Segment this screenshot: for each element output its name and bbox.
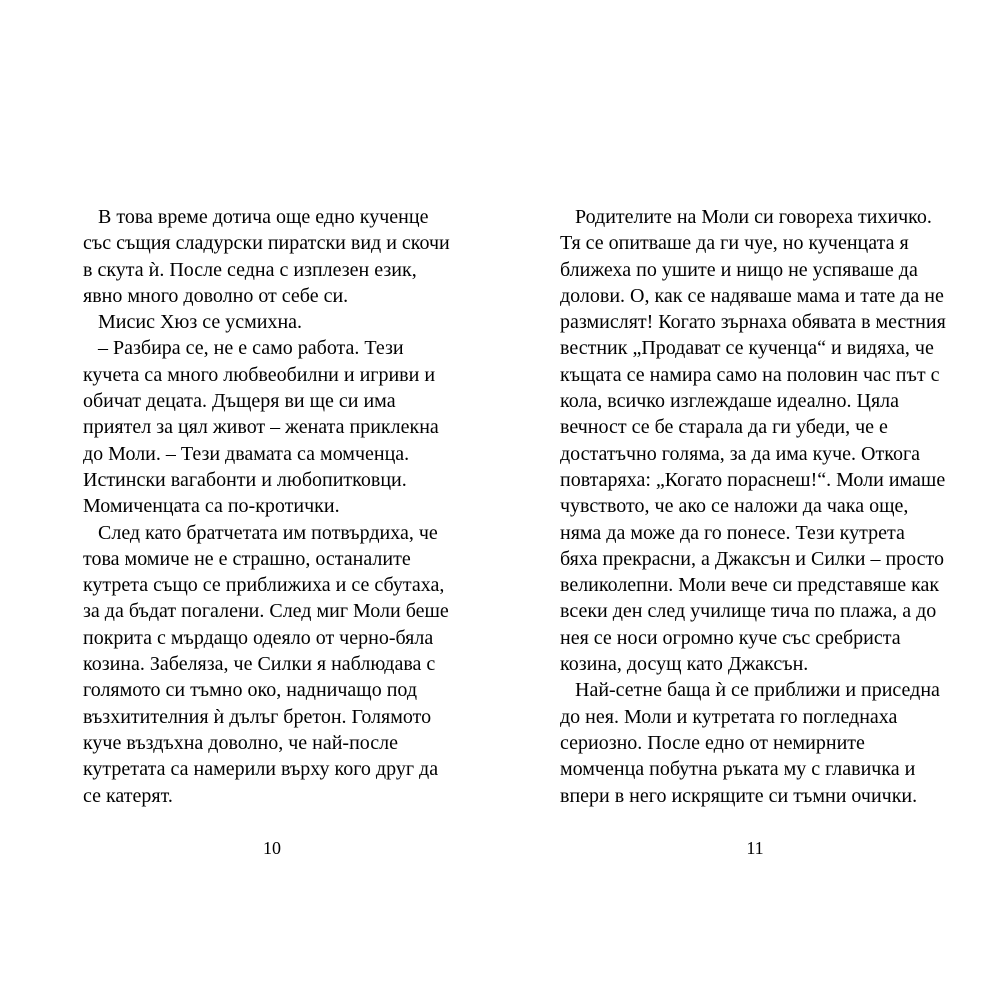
text-line: кутретата са намерили върху кого друг да bbox=[83, 758, 439, 781]
text-line: ближеха по ушите и нищо не успяваше да bbox=[560, 258, 918, 281]
text-line: момченца побутна ръката му с главичка и bbox=[560, 758, 916, 781]
text-line: Родителите на Моли си говореха тихичко. bbox=[575, 206, 932, 228]
page-left-text bbox=[83, 204, 461, 809]
text-line: Момиченцата са по-кротички. bbox=[83, 495, 340, 518]
text-line: до Моли. – Тези двамата са момченца. bbox=[83, 442, 410, 465]
paragraph bbox=[560, 677, 950, 808]
text-line: бяха прекрасни, а Джаксън и Силки – просто bbox=[560, 547, 945, 570]
paragraph bbox=[83, 309, 461, 335]
paragraph bbox=[560, 204, 950, 677]
text-line: куче въздъхна доволно, че най-после bbox=[83, 731, 399, 754]
text-line: кола, всичко изглеждаше идеално. Цяла bbox=[560, 390, 899, 413]
paragraph bbox=[83, 520, 461, 809]
paragraph bbox=[83, 335, 461, 519]
text-line: – Разбира се, не е само работа. Тези bbox=[98, 337, 404, 360]
text-line: за да бъдат погалени. След миг Моли беше bbox=[83, 600, 449, 623]
text-line: нея се носи огромно куче със сребриста bbox=[560, 626, 901, 649]
text-line: явно много доволно от себе си. bbox=[83, 284, 349, 307]
text-line: впери в него искрящите си тъмни очички. bbox=[560, 784, 918, 807]
text-line: В това време дотича още едно кученце bbox=[98, 206, 429, 228]
text-line: повтаряха: „Когато пораснеш!“. Моли имаше bbox=[560, 468, 946, 491]
text-line: обичат децата. Дъщеря ви ще си има bbox=[83, 390, 396, 413]
paragraph bbox=[83, 204, 461, 309]
text-line: Истински вагабонти и любопитковци. bbox=[83, 468, 407, 491]
text-line: до нея. Моли и кутретата го погледнаха bbox=[560, 705, 898, 728]
text-line: вестник „Продават се кученца“ и видяха, че bbox=[560, 337, 934, 360]
page-right-text bbox=[560, 204, 950, 809]
text-line: кучета са много любвеобилни и игриви и bbox=[83, 363, 436, 386]
text-line: кутрета също се приближиха и се сбутаха, bbox=[83, 574, 445, 597]
text-line: След като братчетата им потвърдиха, че bbox=[98, 521, 438, 544]
page-number-left: 10 bbox=[263, 838, 281, 858]
text-line: Тя се опитваше да ги чуе, но кученцата я bbox=[560, 232, 909, 255]
text-line: Мисис Хюз се усмихна. bbox=[98, 311, 303, 334]
text-line: всеки ден след училище тича по плажа, а до bbox=[560, 600, 937, 623]
text-line: в скута ѝ. После седна с изплезен език, bbox=[83, 258, 417, 281]
text-line: долови. О, как се надяваше мама и тате да не bbox=[560, 284, 944, 307]
text-line: козина. Забеляза, че Силки я наблюдава с bbox=[83, 653, 436, 676]
text-line: покрита с мърдащо одеяло от черно-бяла bbox=[83, 626, 434, 649]
text-line: достатъчно голяма, за да има куче. Откога bbox=[560, 442, 921, 465]
text-line: козина, досущ като Джаксън. bbox=[560, 653, 809, 676]
page-number-right: 11 bbox=[746, 838, 764, 858]
text-line: възхитителния ѝ дълъг бретон. Голямото bbox=[83, 705, 432, 728]
text-line: приятел за цял живот – жената приклекна bbox=[83, 416, 439, 439]
text-line: няма да може да го понесе. Тези кутрета bbox=[560, 521, 905, 544]
text-line: се катерят. bbox=[83, 784, 173, 807]
text-line: чувството, че ако се наложи да чака още, bbox=[560, 495, 909, 518]
text-line: със същия сладурски пиратски вид и скочи bbox=[83, 232, 450, 255]
text-line: сериозно. После едно от немирните bbox=[560, 731, 865, 754]
text-line: голямото си тъмно око, надничащо под bbox=[83, 679, 418, 702]
text-line: великолепни. Моли вече си представяше как bbox=[560, 574, 940, 597]
text-line: размислят! Когато зърнаха обявата в местния bbox=[560, 311, 946, 334]
text-line: вечност се бе старала да ги убеди, че е bbox=[560, 416, 888, 439]
text-line: Най-сетне баща ѝ се приближи и приседна bbox=[575, 679, 940, 702]
text-line: това момиче не е страшно, останалите bbox=[83, 547, 411, 570]
text-line: къщата се намира само на половин час път с bbox=[560, 363, 940, 386]
